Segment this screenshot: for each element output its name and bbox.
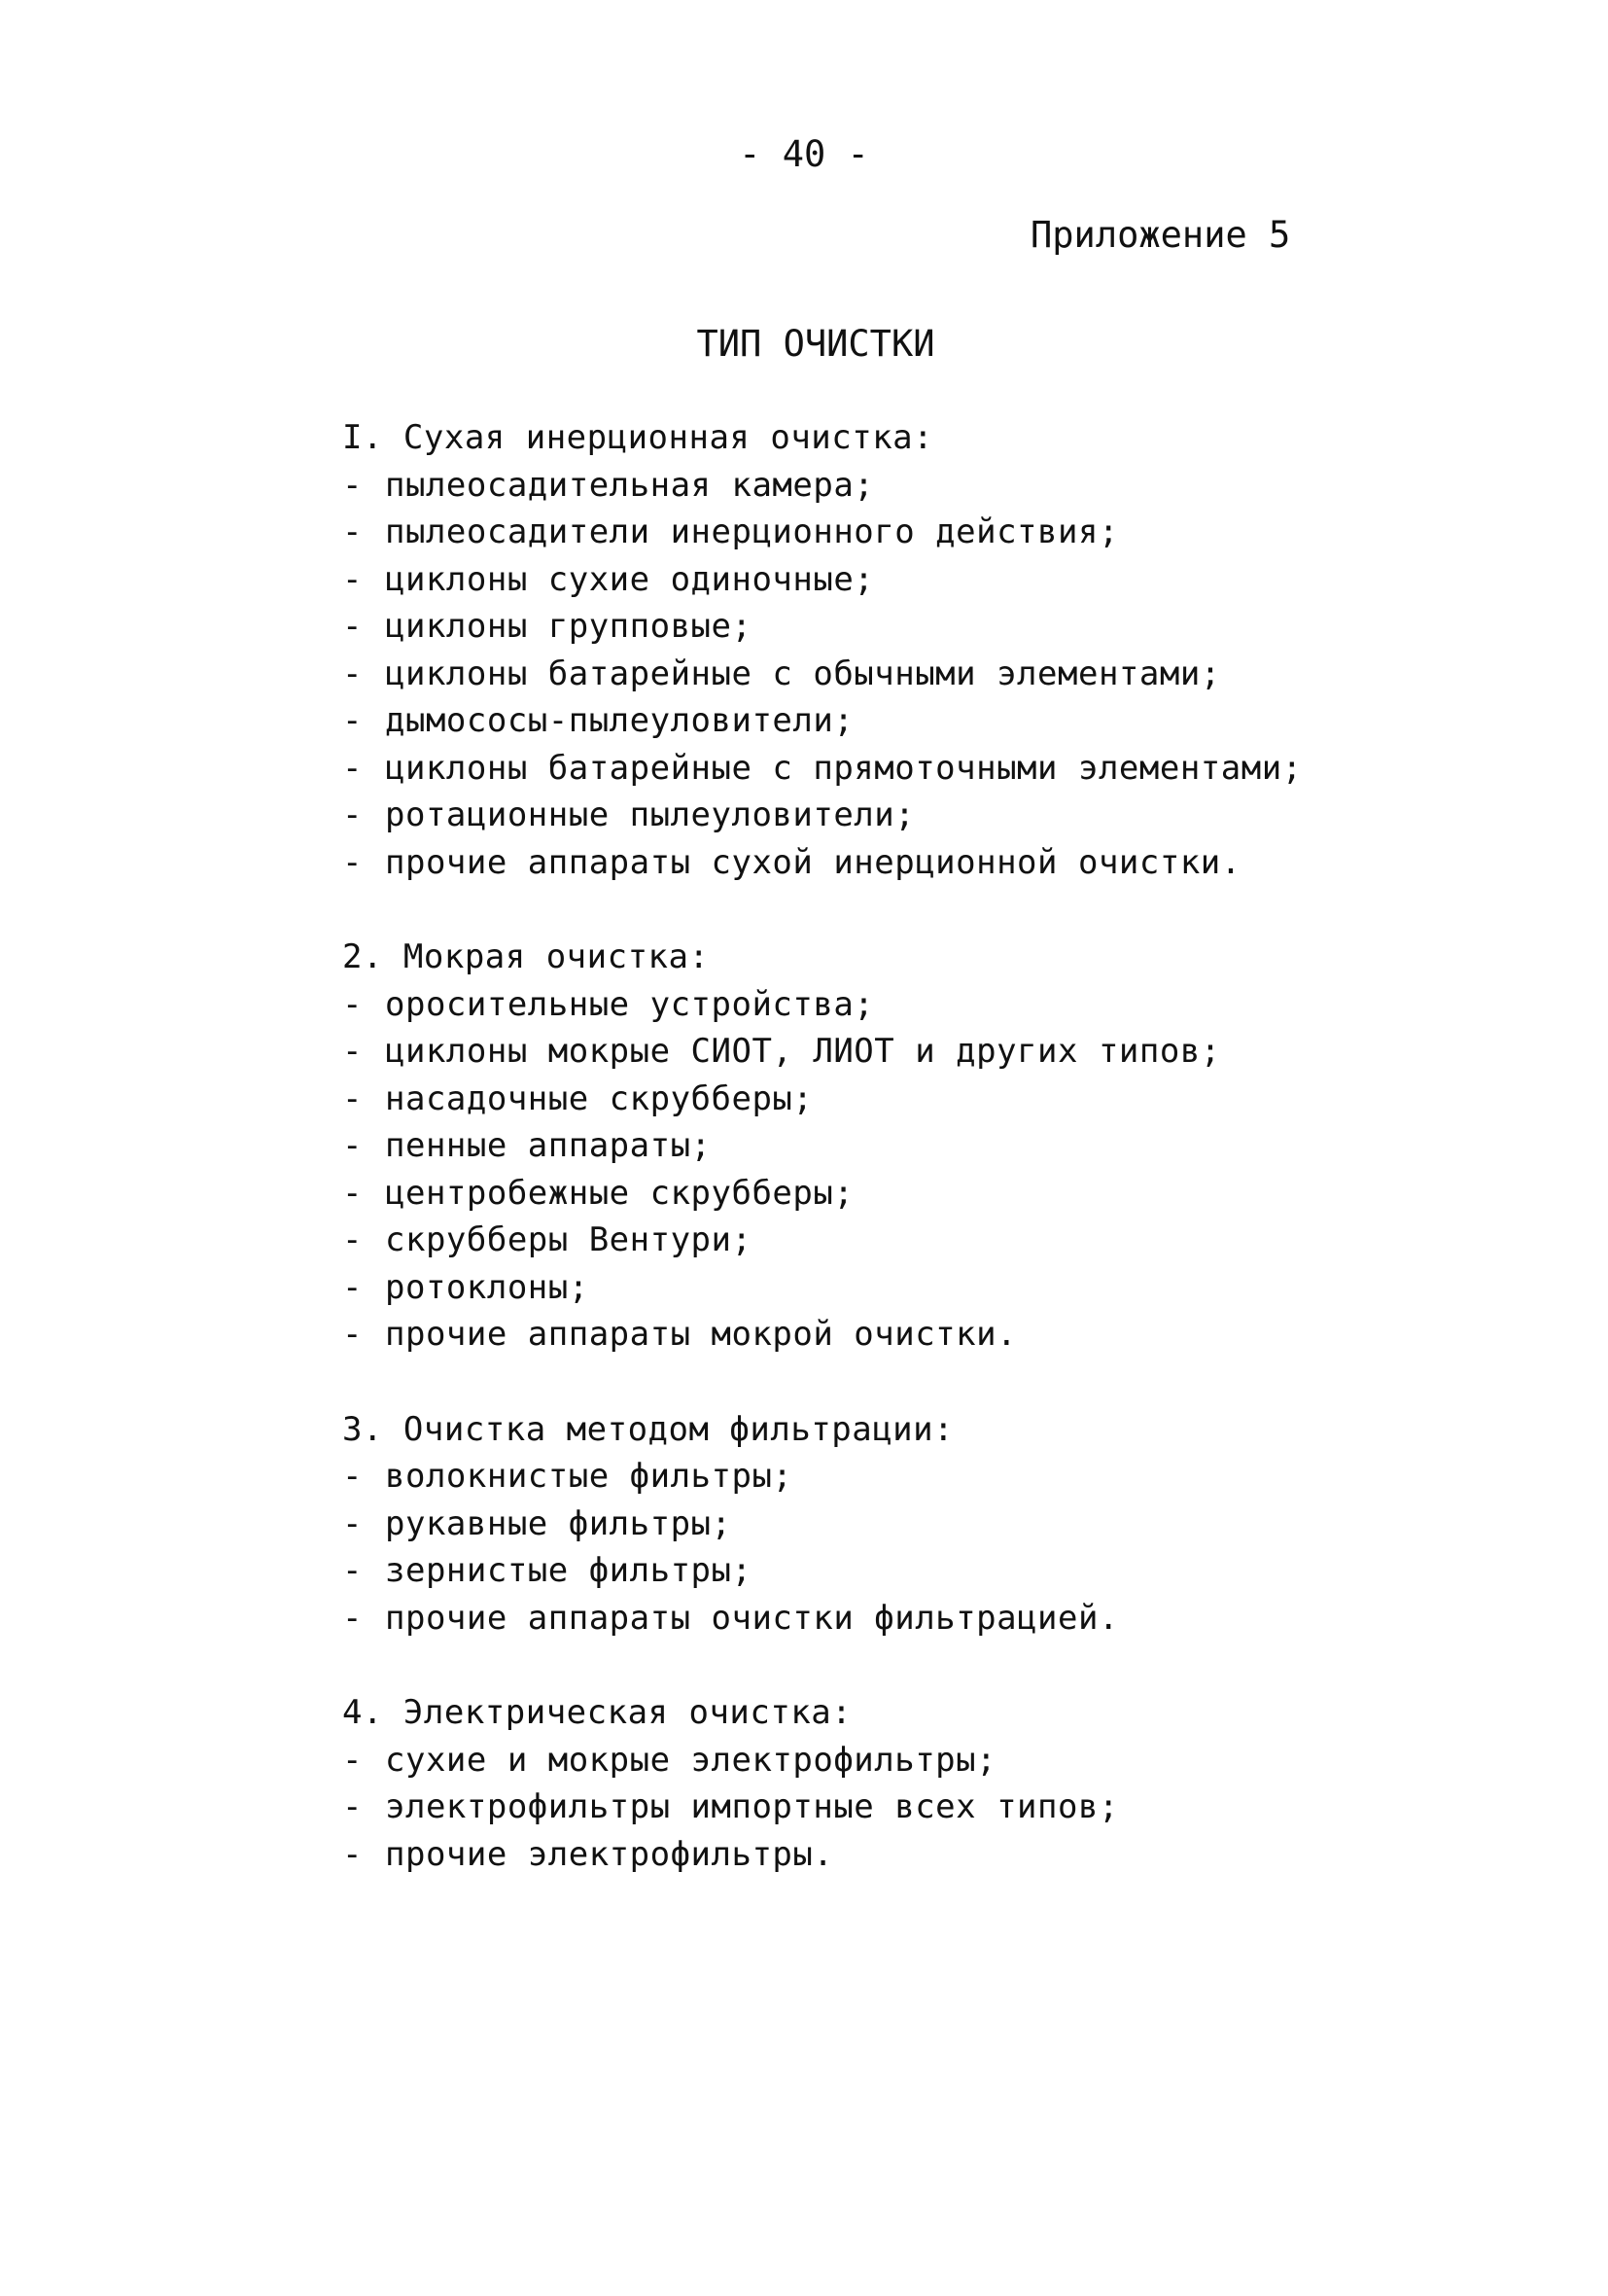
- dash-marker: -: [342, 1267, 363, 1307]
- dash-marker: -: [342, 1457, 363, 1496]
- list-item-text: скрубберы Вентури;: [385, 1220, 752, 1259]
- section-heading: 3. Очистка методом фильтрации:: [342, 1409, 955, 1449]
- dash-marker: -: [342, 512, 363, 551]
- dash-marker: -: [342, 1503, 363, 1543]
- list-item: [342, 509, 1314, 556]
- list-item: [342, 1170, 1314, 1218]
- dash-marker: -: [342, 559, 363, 599]
- list-item-text: рукавные фильтры;: [385, 1503, 732, 1543]
- list-item: [342, 981, 1314, 1029]
- list-item-text: насадочные скрубберы;: [385, 1078, 814, 1118]
- list-item-text: прочие аппараты сухой инерционной очистки.: [385, 842, 1241, 882]
- section-heading: I. Сухая инерционная очистка:: [342, 418, 934, 457]
- list-item-text: циклоны групповые;: [385, 607, 752, 646]
- dash-marker: -: [342, 1740, 363, 1780]
- list-item: [342, 1595, 1314, 1643]
- dash-marker: -: [342, 1551, 363, 1590]
- appendix-label: Приложение 5: [1031, 214, 1291, 256]
- list-item: [342, 556, 1314, 604]
- list-item: [342, 1076, 1314, 1123]
- section-wet: [342, 934, 1314, 1359]
- list-item-text: прочие электрофильтры.: [385, 1834, 834, 1874]
- section-heading: 4. Электрическая очистка:: [342, 1693, 853, 1732]
- dash-marker: -: [342, 1598, 363, 1638]
- list-item: [342, 1501, 1314, 1548]
- dash-marker: -: [342, 1173, 363, 1213]
- list-item-text: прочие аппараты очистки фильтрацией.: [385, 1598, 1119, 1638]
- list-item-text: ротоклоны;: [385, 1267, 589, 1307]
- list-item: [342, 697, 1314, 745]
- list-item: [342, 792, 1314, 839]
- list-item-text: сухие и мокрые электрофильтры;: [385, 1740, 997, 1780]
- list-item-text: прочие аппараты мокрой очистки.: [385, 1315, 1018, 1354]
- dash-marker: -: [342, 1220, 363, 1259]
- list-item: [342, 1784, 1314, 1831]
- dash-marker: -: [342, 1315, 363, 1354]
- list-item: [342, 603, 1314, 651]
- dash-marker: -: [342, 1078, 363, 1118]
- dash-marker: -: [342, 842, 363, 882]
- list-item: [342, 1217, 1314, 1264]
- dash-marker: -: [342, 1834, 363, 1874]
- list-item: [342, 1122, 1314, 1170]
- section-heading: 2. Мокрая очистка:: [342, 937, 710, 976]
- list-item: [342, 839, 1314, 887]
- dash-marker: -: [342, 1787, 363, 1826]
- list-item-text: пенные аппараты;: [385, 1126, 712, 1165]
- dash-marker: -: [342, 984, 363, 1024]
- list-item: [342, 745, 1314, 793]
- section-filtration: [342, 1406, 1314, 1643]
- list-item-text: оросительные устройства;: [385, 984, 875, 1024]
- list-item-text: циклоны сухие одиночные;: [385, 559, 875, 599]
- list-item-text: ротационные пылеуловители;: [385, 795, 916, 834]
- list-item-text: волокнистые фильтры;: [385, 1457, 793, 1496]
- list-item-text: пылеосадительная камера;: [385, 465, 875, 505]
- list-item: [342, 1028, 1314, 1076]
- list-item: [342, 1453, 1314, 1501]
- dash-marker: -: [342, 795, 363, 834]
- list-item: [342, 651, 1314, 698]
- section-dry-inertial: [342, 414, 1314, 886]
- list-item-text: циклоны мокрые СИОТ, ЛИОТ и других типов;: [385, 1032, 1221, 1071]
- list-item-text: центробежные скрубберы;: [385, 1173, 855, 1213]
- dash-marker: -: [342, 653, 363, 693]
- dash-marker: -: [342, 465, 363, 505]
- list-item: [342, 1311, 1314, 1359]
- list-item: [342, 1547, 1314, 1595]
- list-item-text: электрофильтры импортные всех типов;: [385, 1787, 1119, 1826]
- dash-marker: -: [342, 701, 363, 740]
- section-electrical: [342, 1689, 1314, 1878]
- page-number: - 40 -: [739, 133, 869, 175]
- list-item-text: циклоны батарейные с прямоточными элементами;: [385, 748, 1303, 788]
- list-item-text: дымососы-пылеуловители;: [385, 701, 855, 740]
- list-item-text: зернистые фильтры;: [385, 1551, 752, 1590]
- document-title: ТИП ОЧИСТКИ: [696, 323, 935, 365]
- cleaning-types-list: [342, 414, 1314, 1925]
- dash-marker: -: [342, 748, 363, 788]
- dash-marker: -: [342, 1126, 363, 1165]
- list-item-text: пылеосадители инерционного действия;: [385, 512, 1119, 551]
- list-item-text: циклоны батарейные с обычными элементами;: [385, 653, 1221, 693]
- list-item: [342, 1264, 1314, 1312]
- dash-marker: -: [342, 1032, 363, 1071]
- dash-marker: -: [342, 607, 363, 646]
- list-item: [342, 1831, 1314, 1879]
- list-item: [342, 462, 1314, 510]
- list-item: [342, 1737, 1314, 1784]
